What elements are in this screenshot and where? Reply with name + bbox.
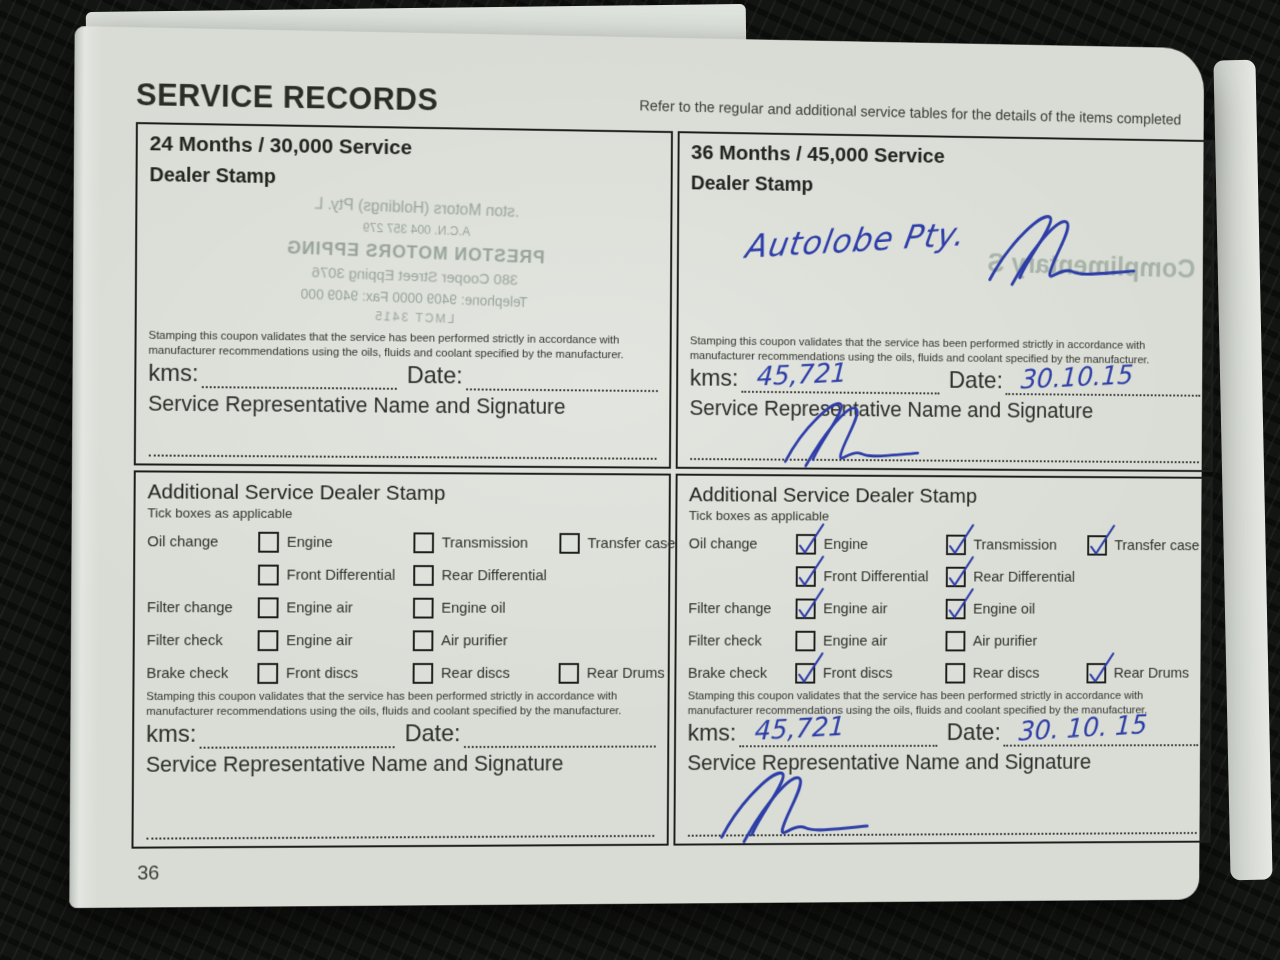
checkbox — [413, 565, 434, 586]
checklist-row — [689, 528, 1200, 562]
checkbox-label: Engine air — [286, 632, 353, 650]
checklist-category-label: Oil change — [147, 533, 219, 551]
checklist-row — [688, 560, 1199, 594]
checkbox — [258, 630, 279, 651]
checkbox — [257, 663, 278, 684]
checkbox-label: Engine oil — [441, 599, 506, 617]
checklist-item — [946, 535, 1087, 556]
checkbox-label: Engine air — [823, 632, 888, 650]
service-rep-label: Service Representative Name and Signature — [689, 396, 1094, 423]
coupon-title: 36 Months / 45,000 Service — [690, 141, 945, 168]
tick-mark-icon — [795, 532, 820, 558]
coupon-grid — [131, 122, 1200, 849]
checkbox — [1087, 535, 1107, 555]
additional-title: Additional Service Dealer Stamp — [147, 480, 446, 505]
checklist-item — [946, 567, 1087, 588]
checklist-item — [946, 599, 1087, 620]
checklist-item — [796, 566, 946, 587]
checklist-category-label: Filter check — [688, 632, 762, 650]
kms-value: 45,721 — [755, 357, 848, 393]
checkbox — [946, 599, 966, 619]
checklist-category-label: Filter change — [688, 600, 772, 618]
fine-print: Stamping this coupon validates that the service has been performed strictly in accordance with manufacturer recommendations using the oils, fluids and coolant specified by the manufacturer. — [146, 690, 622, 718]
checklist-item — [258, 630, 413, 651]
checkbox-label: Transmission — [973, 536, 1057, 554]
coupon-36-months-45000 — [676, 131, 1215, 472]
checklist-item — [795, 663, 945, 684]
dealer-stamp-label: Dealer Stamp — [149, 164, 277, 189]
checkbox-label: Rear discs — [440, 665, 511, 682]
checkbox-label: Air purifier — [441, 632, 508, 650]
ghost-stamp-line: A.C.N. 004 357 279 — [362, 220, 471, 239]
date-label: Date: — [404, 720, 461, 748]
checkbox — [559, 533, 579, 554]
checkbox — [946, 567, 966, 587]
checkbox — [413, 598, 434, 619]
ghost-stamp-line: .ston Motors (Holdings) Pty. L — [314, 195, 520, 221]
service-checklist — [688, 528, 1200, 690]
kms-label: kms: — [687, 720, 737, 747]
service-rep-label: Service Representative Name and Signature — [145, 751, 564, 777]
checkbox — [795, 631, 815, 652]
ghost-text-showthrough: Complimentary S — [987, 248, 1196, 284]
date-entry-line — [1006, 359, 1201, 397]
checklist-item — [258, 532, 413, 553]
kms-date-row — [146, 721, 656, 748]
date-entry-line — [466, 365, 658, 392]
checkbox — [946, 535, 966, 556]
checkbox — [795, 663, 815, 684]
signature-scribble — [717, 765, 875, 846]
kms-label: kms: — [146, 721, 197, 749]
ghost-stamp-line: PRESTON MOTORS EPPING — [285, 237, 545, 268]
checkbox — [796, 566, 816, 587]
checklist-item — [413, 630, 559, 651]
checklist-row — [688, 657, 1199, 689]
checkbox-label: Engine — [286, 533, 333, 551]
checkbox-label: Front Differential — [823, 568, 929, 586]
checklist-item — [559, 533, 675, 554]
checkbox-label: Rear Drums — [586, 665, 665, 682]
checklist-item — [796, 599, 946, 620]
kms-value: 45,721 — [753, 711, 846, 747]
handwritten-dealer-name: Autolobe Pty. — [742, 214, 970, 266]
checkbox-label: Engine — [823, 536, 869, 553]
service-checklist — [146, 525, 676, 690]
kms-label: kms: — [148, 360, 199, 388]
checkbox-label: Front Differential — [286, 566, 396, 584]
checklist-category-label: Filter check — [146, 632, 223, 650]
signature-scribble — [985, 207, 1140, 291]
checkbox-label: Rear Drums — [1113, 665, 1190, 682]
checkbox-label: Front discs — [285, 665, 359, 682]
checklist-item — [413, 598, 559, 619]
checklist-row — [147, 525, 676, 560]
signature-line — [688, 774, 1197, 837]
signature-line — [149, 416, 657, 459]
ghost-stamp-line: Telephone: 9409 0000 Fax: 9409 000 — [300, 285, 528, 311]
checkbox — [413, 532, 434, 553]
additional-service-coupon-left — [131, 470, 676, 848]
checkbox-label: Air purifier — [972, 632, 1038, 650]
dealer-stamp-label: Dealer Stamp — [690, 172, 814, 196]
coupon-24-months-30000 — [134, 122, 673, 469]
checklist-row — [147, 624, 657, 657]
checklist-item — [945, 631, 1086, 651]
checklist-item — [795, 631, 945, 652]
date-label: Date: — [948, 367, 1003, 395]
checklist-row — [146, 657, 665, 690]
kms-date-row — [687, 709, 1199, 748]
tick-mark-icon — [945, 565, 970, 590]
ghost-stamp-line: LMCT 3415 — [372, 309, 455, 327]
checklist-row — [688, 625, 1199, 658]
checkbox-label: Engine air — [286, 599, 353, 617]
coupon-title: 24 Months / 30,000 Service — [149, 132, 413, 160]
kms-date-row — [148, 361, 658, 392]
kms-label: kms: — [689, 365, 739, 393]
checklist-item — [258, 597, 413, 618]
checklist-row — [147, 591, 657, 625]
ghost-dealer-stamp-showthrough — [171, 187, 657, 336]
checkbox — [258, 597, 279, 618]
checkbox — [1086, 663, 1106, 683]
signature-scribble — [781, 396, 924, 471]
additional-service-coupon-right — [673, 474, 1212, 846]
checklist-item — [796, 534, 946, 555]
checklist-item — [413, 565, 559, 586]
header-note: Refer to the regular and additional service tables for the details of the items completed — [639, 97, 1182, 129]
tick-mark-icon — [945, 533, 970, 558]
checklist-row — [688, 592, 1199, 625]
checklist-item — [258, 565, 413, 586]
tick-note: Tick boxes as applicable — [147, 505, 293, 521]
checkbox-label: Front discs — [822, 665, 893, 682]
checkbox-label: Rear discs — [972, 665, 1040, 682]
checklist-item — [413, 532, 559, 553]
checkbox-label: Transfer case — [1114, 537, 1200, 555]
tick-mark-icon — [794, 661, 819, 686]
checkbox — [258, 565, 279, 586]
checklist-row — [147, 558, 657, 592]
date-label: Date: — [406, 362, 463, 390]
checklist-item — [257, 663, 412, 684]
page-number: 36 — [137, 862, 160, 885]
date-entry-line — [1004, 709, 1199, 748]
checkbox — [559, 663, 579, 684]
signature-line — [146, 776, 654, 840]
dealer-stamp-area — [149, 187, 660, 334]
tick-mark-icon — [1086, 661, 1110, 686]
checklist-item — [945, 663, 1086, 683]
tick-note: Tick boxes as applicable — [688, 508, 830, 524]
checkbox — [796, 534, 816, 555]
fine-print: Stamping this coupon validates that the service has been performed strictly in accordance with manufacturer recommendations using the oils, fluids and coolant specified by the manufacturer. — [148, 329, 624, 361]
service-rep-label: Service Representative Name and Signature — [687, 750, 1092, 775]
page-title: SERVICE RECORDS — [135, 77, 439, 118]
checkbox — [796, 599, 816, 620]
page-stack-right-edge — [1213, 60, 1272, 881]
kms-date-row — [689, 357, 1201, 396]
checkbox — [945, 663, 965, 683]
fine-print: Stamping this coupon validates that the service has been performed strictly in accordance with manufacturer recommendations using the oils, fluids and coolant specified by the manufacturer. — [689, 335, 1150, 367]
checklist-category-label: Filter change — [146, 599, 233, 617]
kms-entry-line — [741, 357, 939, 394]
checklist-category-label: Brake check — [146, 665, 229, 682]
checkbox — [945, 631, 965, 651]
checkbox-label: Rear Differential — [973, 568, 1076, 586]
checklist-item — [559, 663, 665, 684]
checkbox-label: Rear Differential — [441, 567, 547, 585]
service-book-page — [69, 26, 1204, 908]
checkbox-label: Engine oil — [973, 600, 1036, 618]
kms-entry-line — [739, 711, 937, 747]
kms-entry-line — [199, 722, 395, 748]
dealer-stamp-area — [690, 195, 1202, 340]
service-rep-label: Service Representative Name and Signature — [148, 391, 566, 419]
checklist-category-label: Brake check — [687, 665, 768, 682]
checkbox-label: Engine air — [823, 600, 888, 618]
checkbox-label: Transfer case — [587, 535, 676, 553]
date-entry-line — [463, 722, 655, 748]
date-value: 30. 10. 15 — [1017, 709, 1149, 748]
checkbox — [258, 532, 279, 553]
signature-line — [690, 421, 1199, 464]
page-header — [136, 77, 1182, 131]
checklist-item — [1086, 663, 1198, 683]
tick-mark-icon — [1086, 533, 1110, 558]
tick-mark-icon — [945, 597, 970, 622]
checklist-category-label: Oil change — [688, 535, 758, 553]
tick-mark-icon — [795, 564, 820, 589]
checklist-item — [413, 663, 559, 684]
checkbox — [413, 663, 434, 684]
date-label: Date: — [946, 719, 1001, 747]
checkbox — [413, 630, 434, 651]
checklist-item — [1087, 535, 1199, 556]
tick-mark-icon — [795, 597, 820, 622]
ghost-stamp-line: 380 Cooper Street Epping 3076 — [311, 263, 519, 289]
date-value: 30.10.15 — [1019, 359, 1135, 396]
additional-title: Additional Service Dealer Stamp — [688, 483, 977, 508]
checkbox-label: Transmission — [441, 534, 529, 552]
kms-entry-line — [201, 362, 397, 390]
fine-print: Stamping this coupon validates that the service has been performed strictly in accordance with manufacturer recommendations using the oils, fluids and coolant specified by the manufacturer. — [687, 690, 1148, 717]
